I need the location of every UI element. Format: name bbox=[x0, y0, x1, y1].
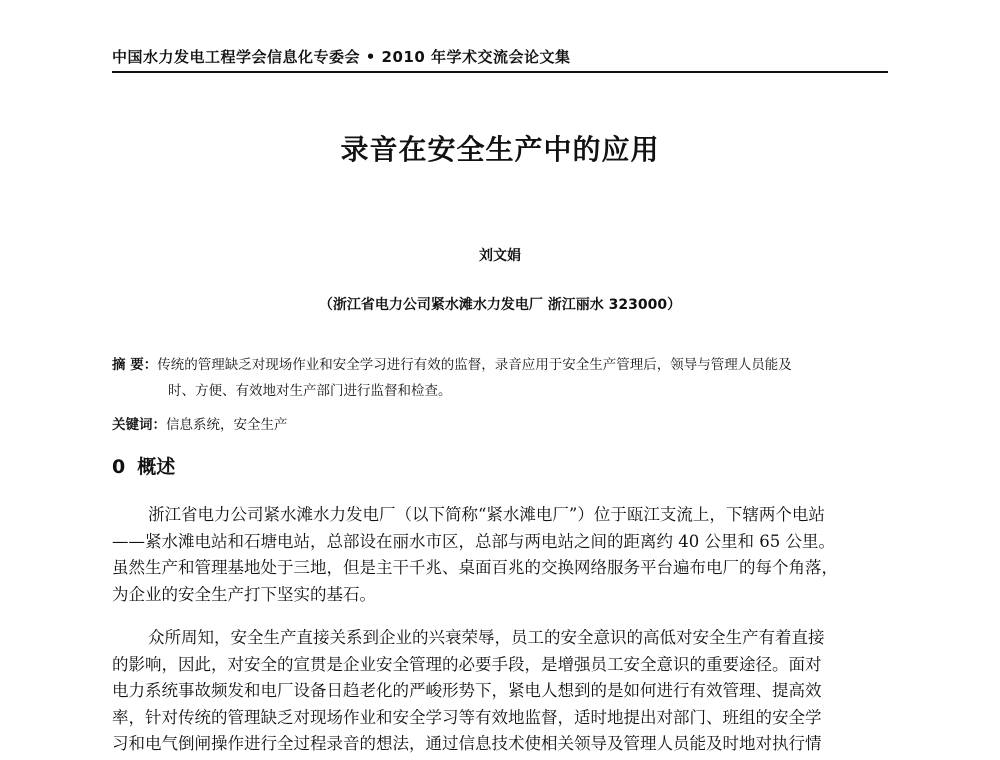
section-title: 概述 bbox=[137, 456, 176, 478]
paragraph-line: 率，针对传统的管理缺乏对现场作业和安全学习等有效地监督，适时地提出对部门、班组的安全学 bbox=[112, 707, 822, 727]
paragraph-line: 为企业的安全生产打下坚实的基石。 bbox=[112, 584, 376, 604]
keywords-text: 信息系统，安全生产 bbox=[166, 417, 288, 433]
body-paragraph bbox=[112, 502, 888, 608]
abstract-line-1: 传统的管理缺乏对现场作业和安全学习进行有效的监督，录音应用于安全生产管理后，领导与管理人员能及 bbox=[157, 357, 792, 373]
section-number: 0 bbox=[112, 456, 126, 478]
keywords bbox=[112, 413, 888, 433]
abstract-label: 摘 要： bbox=[112, 357, 158, 373]
abstract-line-2: 时、方便、有效地对生产部门进行监督和检查。 bbox=[168, 383, 452, 399]
header-rule bbox=[112, 71, 888, 73]
paragraph-line: 电力系统事故频发和电厂设备日趋老化的严峻形势下，紧电人想到的是如何进行有效管理、提高效 bbox=[112, 681, 822, 700]
running-header: 中国水力发电工程学会信息化专委会 • 2010 年学术交流会论文集 bbox=[112, 48, 571, 66]
author-name: 刘文娟 bbox=[479, 248, 521, 264]
paragraph-line: 虽然生产和管理基地处于三地，但是主干千兆、桌面百兆的交换网络服务平台遍布电厂的每个角落， bbox=[112, 558, 838, 577]
paragraph-line: 习和电气倒闸操作进行全过程录音的想法，通过信息技术使相关领导及管理人员能及时地对执行情 bbox=[112, 734, 822, 753]
author-affiliation: （浙江省电力公司紧水滩水力发电厂 浙江丽水 323000） bbox=[318, 297, 682, 313]
paragraph-line: ——紧水滩电站和石塘电站，总部设在丽水市区，总部与两电站之间的距离约 40 公里和 65 公里。 bbox=[112, 531, 835, 551]
paper-title: 录音在安全生产中的应用 bbox=[340, 133, 660, 166]
paragraph-line: 众所周知，安全生产直接关系到企业的兴衰荣辱，员工的安全意识的高低对安全生产有着直接 bbox=[148, 628, 825, 647]
keywords-label: 关键词： bbox=[112, 417, 166, 433]
section-heading bbox=[112, 452, 175, 479]
paragraph-line: 的影响，因此，对安全的宣贯是企业安全管理的必要手段，是增强员工安全意识的重要途径。面对 bbox=[112, 654, 822, 674]
body-paragraph bbox=[112, 625, 888, 758]
abstract bbox=[112, 352, 888, 404]
paragraph-line: 浙江省电力公司紧水滩水力发电厂（以下简称“紧水滩电厂”）位于瓯江支流上，下辖两个电站 bbox=[148, 505, 825, 524]
